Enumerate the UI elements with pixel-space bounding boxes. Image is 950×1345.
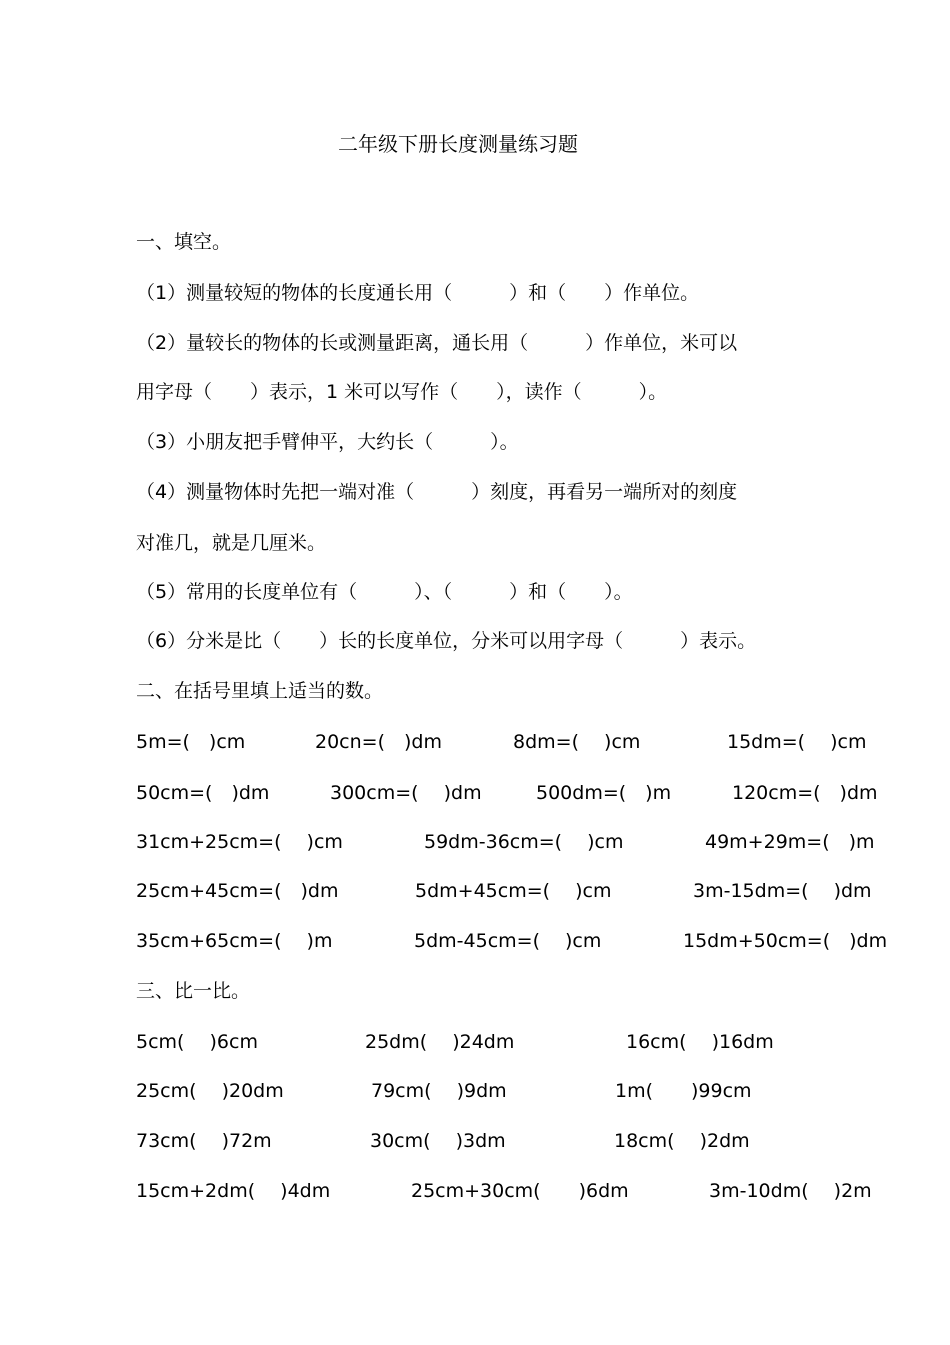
compare-item: 16cm( )16dm — [626, 1031, 774, 1053]
conversion-item: 31cm+25cm=( )cm — [136, 831, 343, 853]
compare-item: 1m( )99cm — [615, 1080, 752, 1102]
compare-item: 25cm+30cm( )6dm — [411, 1180, 629, 1202]
conversion-item: 120cm=( )dm — [732, 782, 878, 804]
compare-item: 73cm( )72m — [136, 1130, 272, 1152]
compare-item: 30cm( )3dm — [370, 1130, 506, 1152]
fill-blank-2: （2）量较长的物体的长或测量距离，通长用（ ）作单位，米可以 — [136, 332, 738, 354]
fill-blank-3: （3）小朋友把手臂伸平，大约长（ ）。 — [136, 431, 519, 453]
compare-item: 25cm( )20dm — [136, 1080, 284, 1102]
page-title: 二年级下册长度测量练习题 — [338, 132, 578, 156]
conversion-item: 15dm+50cm=( )dm — [683, 930, 888, 952]
conversion-item: 300cm=( )dm — [330, 782, 482, 804]
conversion-item: 5dm+45cm=( )cm — [415, 880, 612, 902]
conversion-item: 35cm+65cm=( )m — [136, 930, 333, 952]
conversion-item: 5dm-45cm=( )cm — [414, 930, 602, 952]
compare-item: 15cm+2dm( )4dm — [136, 1180, 331, 1202]
conversion-item: 8dm=( )cm — [513, 731, 641, 753]
compare-item: 25dm( )24dm — [365, 1031, 515, 1053]
conversion-item: 25cm+45cm=( )dm — [136, 880, 339, 902]
compare-item: 5cm( )6cm — [136, 1031, 258, 1053]
conversion-item: 49m+29m=( )m — [705, 831, 875, 853]
conversion-item: 50cm=( )dm — [136, 782, 270, 804]
fill-blank-1: （1）测量较短的物体的长度通长用（ ）和（ ）作单位。 — [136, 282, 700, 304]
fill-blank-5: （5）常用的长度单位有（ ）、（ ）和（ ）。 — [136, 581, 633, 603]
conversion-item: 20cn=( )dm — [315, 731, 442, 753]
conversion-item: 500dm=( )m — [536, 782, 672, 804]
fill-blank-6: （6）分米是比（ ）长的长度单位，分米可以用字母（ ）表示。 — [136, 630, 757, 652]
section-2-heading: 二、在括号里填上适当的数。 — [136, 680, 384, 702]
conversion-item: 5m=( )cm — [136, 731, 246, 753]
section-1-heading: 一、填空。 — [136, 231, 232, 253]
fill-blank-4-cont: 对准几，就是几厘米。 — [136, 532, 327, 554]
fill-blank-2-cont: 用字母（ ）表示，1 米可以写作（ ），读作（ ）。 — [136, 381, 668, 403]
conversion-item: 59dm-36cm=( )cm — [424, 831, 624, 853]
fill-blank-4: （4）测量物体时先把一端对准（ ）刻度，再看另一端所对的刻度 — [136, 481, 738, 503]
compare-item: 18cm( )2dm — [614, 1130, 750, 1152]
conversion-item: 15dm=( )cm — [727, 731, 867, 753]
compare-item: 3m-10dm( )2m — [709, 1180, 872, 1202]
conversion-item: 3m-15dm=( )dm — [693, 880, 872, 902]
compare-item: 79cm( )9dm — [371, 1080, 507, 1102]
section-3-heading: 三、比一比。 — [136, 980, 251, 1002]
